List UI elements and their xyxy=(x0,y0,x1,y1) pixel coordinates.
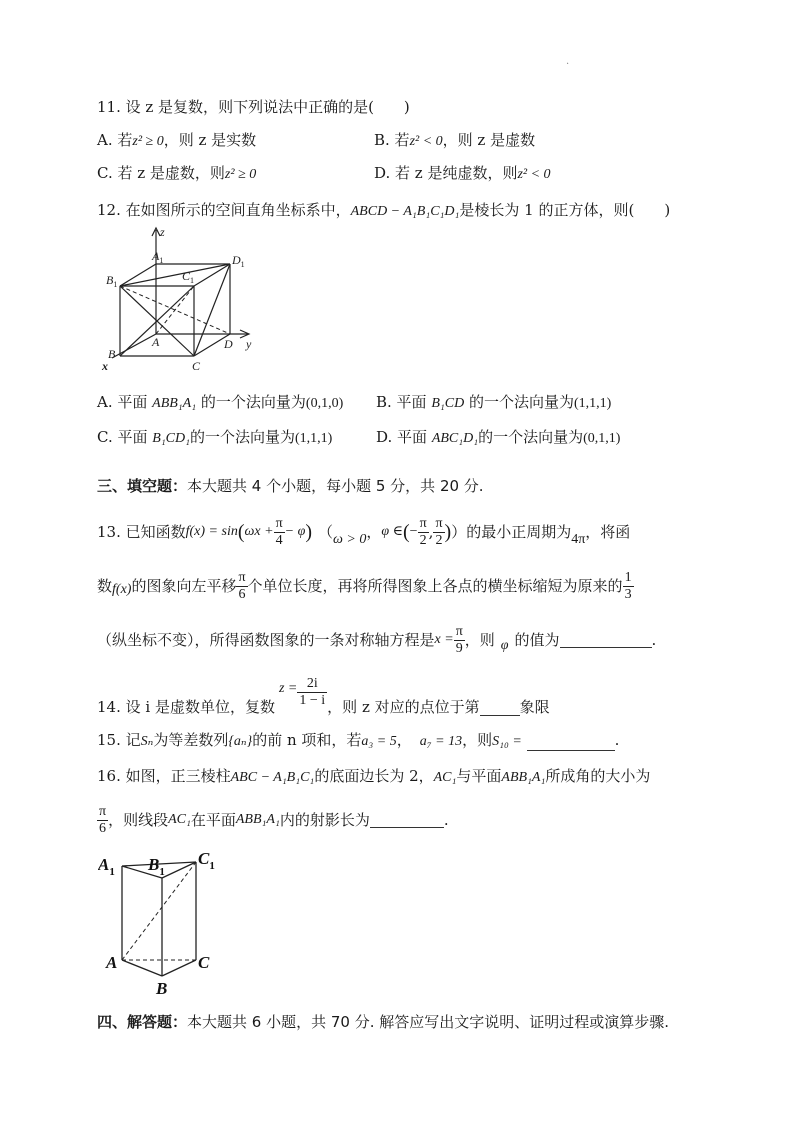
label-b: B xyxy=(108,347,116,361)
q16-line-2: $\frac{\pi}{6}$ ，则线段 AC₁ 在平面 ABB₁A₁ 内的射影长为 . xyxy=(99,804,449,836)
q13-answer-blank xyxy=(560,633,652,648)
diag-b1d1 xyxy=(120,264,230,286)
label-d1: $D_1$ xyxy=(232,253,245,269)
q15: 15. 记Sₙ为等差数列{aₙ}的前 n 项和，若a₃ = 5， a₇ = 13，则S₁₀ = . xyxy=(97,731,620,749)
label-a1: $A_1$ xyxy=(98,855,115,878)
q11-option-c: C. 若 z 是虚数，则z² ≥ 0 xyxy=(97,164,257,182)
q12-option-d: D. 平面 ABC₁D₁的一个法向量为(0,1,1) xyxy=(376,428,621,446)
q12-option-c: C. 平面 B₁CD₁的一个法向量为(1,1,1) xyxy=(97,428,333,446)
q11-stem: 11. 设 z 是复数，则下列说法中正确的是( ) xyxy=(97,98,410,116)
prism-figure xyxy=(98,848,228,1000)
q12-option-a: A. 平面 ABB₁A₁ 的一个法向量为(0,1,0) xyxy=(97,393,344,411)
edge-bc xyxy=(162,960,196,976)
q14: 14. 设 i 是虚数单位，复数 z = $\frac{2i}{1 - i}$ ，则 z 对应的点位于第 象限 xyxy=(97,676,550,716)
label-a: A xyxy=(106,953,118,972)
q11-option-a: A. 若z² ≥ 0，则 z 是实数 xyxy=(97,131,257,149)
label-a: A xyxy=(152,335,160,349)
label-a1: $A_1$ xyxy=(152,249,164,265)
cube-figure xyxy=(100,222,270,374)
q11-option-b: B. 若z² < 0，则 z 是虚数 xyxy=(374,131,536,149)
x-axis xyxy=(112,334,156,358)
q13-line-2: 数 f(x) 的图象向左平移 $\frac{\pi}{6}$ 个单位长度，再将所得图象上各点的横坐标缩短为原来的 $\frac{1}{3}$ xyxy=(97,570,632,602)
section-3-heading: 三、填空题：本大题共 4 个小题，每小题 5 分，共 20 分. xyxy=(97,477,484,495)
edge-ab xyxy=(122,960,162,976)
label-c1: $C_1$ xyxy=(198,849,215,872)
corner-mark: . xyxy=(566,56,570,67)
label-d: D xyxy=(224,337,233,351)
label-b: B xyxy=(156,979,168,998)
label-c: C xyxy=(198,953,210,972)
label-c1: $C_1$ xyxy=(182,269,195,285)
label-b1: $B_1$ xyxy=(148,855,165,878)
diag-ac1 xyxy=(156,286,194,334)
q13-line-1: 13. 已知函数 f(x) = sin ( ωx + $\frac{\pi}{4}$ − φ ) （ ω > 0 ， φ ∈ ( − $\frac{\pi}{2}$ , $\frac{\pi}{2}$ ) ） 的最小正周期为 4π ，将函 xyxy=(97,516,631,548)
y-label: y xyxy=(246,337,252,351)
q16-answer-blank xyxy=(370,813,444,828)
q14-answer-blank xyxy=(480,701,520,716)
q12-stem: 12. 在如图所示的空间直角坐标系中，ABCD − A₁B₁C₁D₁是棱长为 1 的正方体，则( ) xyxy=(97,201,671,219)
q16-line-1: 16. 如图，正三棱柱ABC − A₁B₁C₁的底面边长为 2，AC₁与平面ABB₁A₁所成角的大小为 xyxy=(97,767,651,785)
q13-line-3: （纵坐标不变），所得函数图象的一条对称轴方程是 x = $\frac{\pi}{9}$ ，则 φ 的值为 . xyxy=(97,624,657,656)
q15-answer-blank xyxy=(527,736,615,751)
label-c: C xyxy=(192,359,201,373)
q12-option-b: B. 平面 B₁CD 的一个法向量为(1,1,1) xyxy=(376,393,612,411)
edge-b1c1 xyxy=(162,862,196,878)
section-4-heading: 四、解答题：本大题共 6 小题，共 70 分. 解答应写出文字说明、证明过程或演算步骤. xyxy=(97,1013,670,1031)
q11-option-d: D. 若 z 是纯虚数，则z² < 0 xyxy=(374,164,551,182)
z-label: z xyxy=(160,225,165,239)
x-label: x xyxy=(102,359,108,373)
label-b1: $B_1$ xyxy=(106,273,118,289)
